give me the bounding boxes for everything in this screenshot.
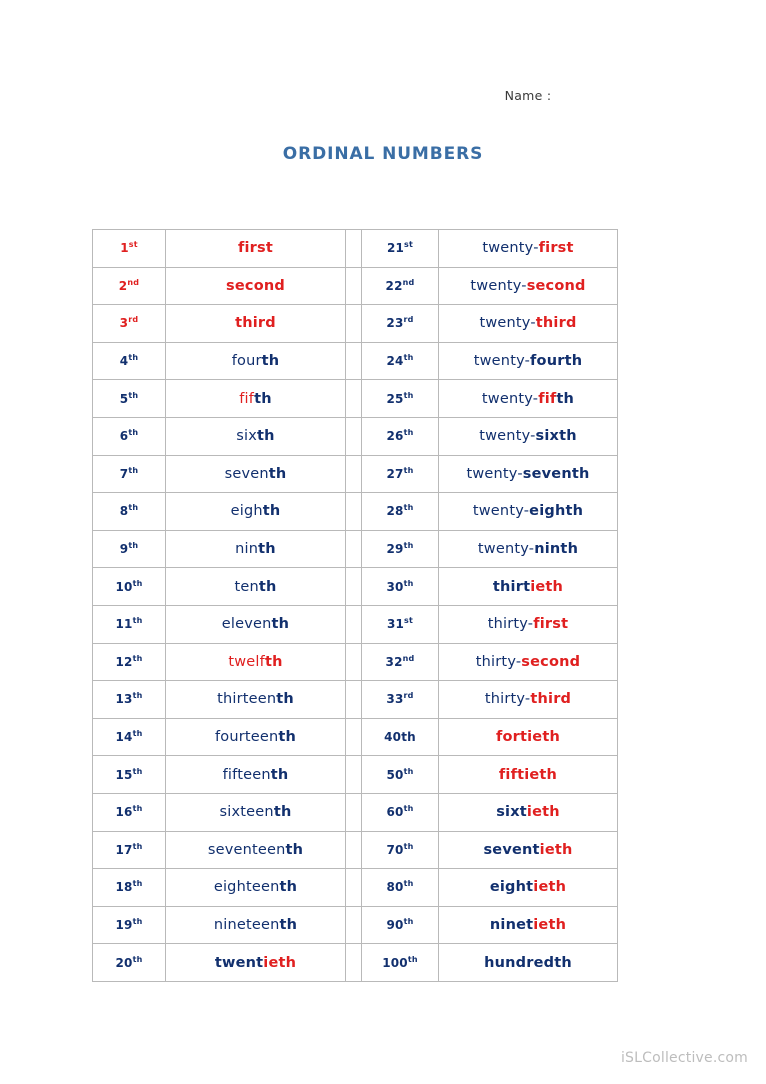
- ordinal-word-part: second: [526, 277, 586, 294]
- ordinal-word-part: thirt: [492, 578, 531, 595]
- column-separator-band: [346, 568, 362, 606]
- ordinal-numeral: 9: [119, 542, 129, 557]
- ordinal-word-cell: [166, 793, 346, 831]
- ordinal-numeral-cell: [93, 305, 166, 343]
- ordinal-word-part: third: [235, 315, 276, 332]
- ordinal-suffix: th: [128, 465, 139, 475]
- ordinal-word-part: eigh: [230, 503, 263, 520]
- ordinal-suffix: th: [403, 353, 414, 363]
- table-row: [93, 906, 618, 944]
- ordinal-suffix: nd: [127, 277, 140, 287]
- ordinal-numeral-cell: [362, 530, 439, 568]
- ordinal-suffix: th: [403, 841, 414, 851]
- ordinal-word-part: seventeen: [207, 841, 286, 858]
- ordinal-word-part: th: [276, 691, 294, 708]
- ordinal-word-part: seventh: [522, 465, 590, 482]
- column-separator-band: [346, 305, 362, 343]
- ordinal-numeral-cell: [362, 906, 439, 944]
- ordinal-numeral: 28: [386, 504, 404, 519]
- ordinal-word-part: second: [521, 653, 581, 670]
- column-separator-band: [346, 944, 362, 982]
- ordinal-suffix: th: [403, 916, 414, 926]
- ordinal-numeral: 7: [119, 466, 129, 481]
- ordinal-suffix: th: [132, 841, 143, 851]
- ordinal-numeral-cell: [362, 230, 439, 268]
- ordinal-numeral-cell: [362, 869, 439, 907]
- ordinal-suffix: nd: [402, 653, 415, 663]
- ordinal-word-part: eight: [489, 879, 534, 896]
- ordinal-word-part: eighteen: [213, 879, 280, 896]
- ordinal-word-part: ieth: [533, 916, 567, 933]
- ordinal-word-part: ten: [234, 578, 259, 595]
- ordinal-word-part: th: [279, 879, 298, 896]
- ordinal-numeral-cell: [362, 568, 439, 606]
- ordinal-numeral-cell: [362, 267, 439, 305]
- ordinal-word-cell: [166, 380, 346, 418]
- table-row: [93, 530, 618, 568]
- ordinal-word-part: th: [270, 766, 289, 783]
- ordinal-word-part: twenty-: [477, 541, 535, 558]
- ordinal-word-part: ieth: [526, 804, 560, 821]
- ordinal-word-part: fortieth: [495, 729, 560, 746]
- ordinal-numeral: 23: [386, 316, 404, 331]
- ordinal-word-part: twelf: [228, 653, 265, 670]
- table-row: [93, 417, 618, 455]
- ordinal-suffix: th: [407, 954, 418, 964]
- ordinal-word-part: twenty-: [479, 315, 536, 332]
- ordinal-word-part: ieth: [530, 578, 564, 595]
- ordinal-word-cell: [166, 906, 346, 944]
- ordinal-word-part: th: [261, 353, 280, 370]
- ordinal-numeral-cell: [93, 455, 166, 493]
- ordinal-word-part: sixt: [496, 804, 527, 821]
- table-row: [93, 230, 618, 268]
- ordinal-word-cell: [439, 793, 618, 831]
- ordinal-word-cell: [166, 455, 346, 493]
- ordinal-suffix: th: [403, 390, 414, 400]
- ordinal-word-cell: [166, 230, 346, 268]
- ordinal-numeral: 19: [115, 917, 133, 932]
- ordinal-word-part: ninet: [489, 916, 534, 933]
- ordinal-word-cell: [439, 230, 618, 268]
- ordinal-numeral-cell: [362, 793, 439, 831]
- ordinal-word-part: fif: [239, 390, 255, 407]
- ordinal-word-part: twenty-: [481, 390, 539, 407]
- ordinal-numeral-cell: [93, 718, 166, 756]
- ordinal-word-part: fourteen: [214, 729, 279, 746]
- ordinal-numeral-cell: [362, 493, 439, 531]
- ordinal-word-part: ninth: [534, 541, 579, 558]
- ordinal-word-part: eighth: [529, 503, 584, 520]
- ordinal-word-part: first: [538, 240, 574, 257]
- ordinal-numeral: 16: [115, 805, 133, 820]
- ordinal-word-part: th: [254, 390, 272, 407]
- column-separator-band: [346, 643, 362, 681]
- ordinal-numeral-cell: [93, 643, 166, 681]
- ordinal-suffix: th: [403, 578, 414, 588]
- ordinal-suffix: th: [403, 804, 414, 814]
- ordinal-numeral-cell: [362, 718, 439, 756]
- ordinal-suffix: st: [404, 616, 414, 626]
- ordinal-suffix: th: [132, 653, 143, 663]
- ordinal-word-part: twenty-: [473, 353, 531, 370]
- table-row: [93, 267, 618, 305]
- ordinal-word-part: fifteen: [222, 766, 271, 783]
- ordinal-word-part: th: [271, 616, 290, 633]
- ordinal-suffix: th: [132, 578, 143, 588]
- table-row: [93, 305, 618, 343]
- ordinal-word-cell: [439, 718, 618, 756]
- table-row: [93, 605, 618, 643]
- ordinal-suffix: th: [132, 916, 143, 926]
- ordinal-numeral-cell: [362, 417, 439, 455]
- ordinal-numeral-cell: [93, 530, 166, 568]
- ordinal-suffix: th: [128, 353, 139, 363]
- column-separator-band: [346, 455, 362, 493]
- ordinal-word-part: fiftieth: [498, 766, 558, 783]
- ordinal-numeral: 5: [119, 391, 129, 406]
- ordinal-word-cell: [439, 681, 618, 719]
- ordinal-numeral: 25: [386, 391, 404, 406]
- ordinal-word-cell: [166, 530, 346, 568]
- ordinal-word-cell: [166, 944, 346, 982]
- ordinal-suffix: th: [132, 804, 143, 814]
- ordinal-word-part: twent: [214, 954, 264, 971]
- ordinal-suffix: th: [132, 954, 143, 964]
- ordinal-word-part: four: [231, 353, 262, 370]
- ordinal-word-cell: [439, 568, 618, 606]
- column-separator-band: [346, 493, 362, 531]
- ordinal-numeral: 40: [384, 730, 402, 745]
- ordinal-numeral-cell: [93, 831, 166, 869]
- ordinal-numeral: 27: [386, 466, 404, 481]
- ordinal-numeral-cell: [93, 342, 166, 380]
- ordinal-suffix: th: [128, 541, 139, 551]
- ordinal-numeral: 20: [115, 955, 133, 970]
- ordinal-numeral: 6: [119, 429, 129, 444]
- ordinal-numeral: 80: [386, 880, 404, 895]
- ordinal-word-cell: [439, 756, 618, 794]
- column-separator-band: [346, 342, 362, 380]
- ordinal-word-cell: [439, 643, 618, 681]
- ordinal-suffix: th: [128, 503, 139, 513]
- ordinal-table-body: [93, 230, 618, 982]
- ordinal-word-cell: [166, 756, 346, 794]
- ordinal-word-cell: [166, 568, 346, 606]
- table-row: [93, 493, 618, 531]
- table-row: [93, 568, 618, 606]
- ordinal-word-part: third: [530, 691, 572, 708]
- column-separator-band: [346, 906, 362, 944]
- ordinal-numbers-table: [92, 229, 618, 982]
- ordinal-word-part: th: [258, 541, 276, 558]
- ordinal-word-part: first: [238, 240, 273, 257]
- column-separator-band: [346, 718, 362, 756]
- ordinal-numeral: 13: [115, 692, 133, 707]
- ordinal-numeral-cell: [362, 681, 439, 719]
- ordinal-word-cell: [439, 455, 618, 493]
- ordinal-word-part: twenty-: [472, 503, 530, 520]
- table-row: [93, 643, 618, 681]
- ordinal-numeral: 10: [115, 579, 133, 594]
- ordinal-numeral: 26: [386, 429, 404, 444]
- ordinal-numeral-cell: [362, 643, 439, 681]
- table-row: [93, 793, 618, 831]
- ordinal-word-part: six: [236, 428, 258, 445]
- ordinal-word-part: th: [273, 804, 292, 821]
- ordinal-word-cell: [166, 305, 346, 343]
- ordinal-word-cell: [439, 305, 618, 343]
- ordinal-word-part: thirty-: [484, 691, 531, 708]
- ordinal-numeral: 22: [385, 278, 403, 293]
- table-row: [93, 681, 618, 719]
- ordinal-word-cell: [166, 342, 346, 380]
- ordinal-word-part: thirty-: [487, 616, 534, 633]
- ordinal-numeral-cell: [362, 605, 439, 643]
- table-row: [93, 944, 618, 982]
- ordinal-numeral: 60: [386, 805, 404, 820]
- ordinal-word-cell: [166, 718, 346, 756]
- ordinal-suffix: rd: [403, 315, 414, 325]
- ordinal-numeral: 50: [386, 767, 404, 782]
- ordinal-numeral-cell: [93, 493, 166, 531]
- ordinal-word-cell: [439, 944, 618, 982]
- ordinal-suffix: th: [403, 428, 414, 438]
- ordinal-numeral-cell: [93, 869, 166, 907]
- ordinal-word-cell: [439, 869, 618, 907]
- ordinal-numeral: 18: [115, 880, 133, 895]
- ordinal-numeral-cell: [93, 267, 166, 305]
- ordinal-word-cell: [439, 267, 618, 305]
- column-separator-band: [346, 869, 362, 907]
- ordinal-word-cell: [166, 605, 346, 643]
- ordinal-numeral: 3: [119, 316, 129, 331]
- ordinal-word-cell: [166, 493, 346, 531]
- ordinal-word-part: sevent: [483, 841, 540, 858]
- ordinal-word-part: th: [278, 729, 297, 746]
- page-title: ORDINAL NUMBERS: [282, 144, 484, 164]
- ordinal-word-cell: [439, 530, 618, 568]
- ordinal-word-part: ieth: [533, 879, 567, 896]
- column-separator-band: [346, 605, 362, 643]
- ordinal-numeral-cell: [93, 793, 166, 831]
- ordinal-word-part: third: [535, 315, 577, 332]
- column-separator-band: [346, 793, 362, 831]
- ordinal-word-part: th: [258, 578, 277, 595]
- name-field-label: Name :: [504, 88, 552, 103]
- ordinal-numeral-cell: [362, 342, 439, 380]
- ordinal-suffix: th: [128, 390, 139, 400]
- ordinal-word-part: fif: [538, 390, 557, 407]
- site-watermark: iSLCollective.com: [620, 1050, 748, 1066]
- ordinal-suffix: th: [403, 879, 414, 889]
- column-separator-band: [346, 380, 362, 418]
- ordinal-numeral: 24: [386, 354, 404, 369]
- ordinal-suffix: th: [403, 503, 414, 513]
- ordinal-suffix: rd: [128, 315, 139, 325]
- ordinal-word-cell: [166, 681, 346, 719]
- ordinal-numeral: 32: [385, 654, 403, 669]
- ordinal-suffix: th: [401, 730, 416, 745]
- table-row: [93, 342, 618, 380]
- ordinal-word-part: th: [554, 954, 572, 971]
- ordinal-word-cell: [166, 869, 346, 907]
- ordinal-word-part: twenty-: [479, 428, 536, 445]
- table-row: [93, 831, 618, 869]
- ordinal-numeral-cell: [93, 906, 166, 944]
- ordinal-numeral: 11: [115, 617, 133, 632]
- column-separator-band: [346, 681, 362, 719]
- column-separator-band: [346, 756, 362, 794]
- ordinal-suffix: th: [132, 729, 143, 739]
- ordinal-suffix: th: [132, 879, 143, 889]
- ordinal-suffix: nd: [402, 277, 415, 287]
- ordinal-word-cell: [439, 906, 618, 944]
- ordinal-numeral-cell: [362, 831, 439, 869]
- ordinal-word-part: hundred: [484, 954, 555, 971]
- ordinal-numeral-cell: [362, 305, 439, 343]
- ordinal-word-cell: [166, 417, 346, 455]
- ordinal-suffix: th: [132, 616, 143, 626]
- ordinal-word-part: fourth: [530, 353, 583, 370]
- table-row: [93, 869, 618, 907]
- column-separator-band: [346, 230, 362, 268]
- column-separator-band: [346, 267, 362, 305]
- ordinal-suffix: th: [403, 541, 414, 551]
- ordinal-numeral-cell: [93, 681, 166, 719]
- ordinal-numeral-cell: [93, 944, 166, 982]
- column-separator-band: [346, 417, 362, 455]
- ordinal-word-cell: [166, 267, 346, 305]
- column-separator-band: [346, 530, 362, 568]
- ordinal-word-part: thirteen: [217, 691, 277, 708]
- ordinal-numeral: 29: [386, 542, 404, 557]
- ordinal-word-cell: [439, 342, 618, 380]
- ordinal-word-part: twenty-: [482, 240, 539, 257]
- ordinal-numeral: 15: [115, 767, 133, 782]
- table-row: [93, 455, 618, 493]
- ordinal-numeral-cell: [93, 605, 166, 643]
- ordinal-suffix: rd: [403, 691, 414, 701]
- ordinal-word-part: thirty-: [475, 653, 522, 670]
- ordinal-word-part: ieth: [263, 954, 297, 971]
- ordinal-numeral-cell: [93, 568, 166, 606]
- ordinal-numeral-cell: [362, 380, 439, 418]
- ordinal-word-part: sixteen: [219, 804, 274, 821]
- column-separator-band: [346, 831, 362, 869]
- ordinal-numeral: 90: [386, 917, 404, 932]
- ordinal-word-part: th: [264, 653, 283, 670]
- ordinal-numeral: 12: [115, 654, 133, 669]
- ordinal-word-part: second: [226, 277, 285, 294]
- ordinal-suffix: st: [404, 240, 414, 250]
- ordinal-suffix: st: [128, 240, 138, 250]
- ordinal-numeral: 8: [119, 504, 129, 519]
- table-row: [93, 380, 618, 418]
- ordinal-numeral-cell: [93, 380, 166, 418]
- ordinal-word-part: twenty-: [466, 465, 523, 482]
- ordinal-word-part: th: [262, 503, 281, 520]
- ordinal-numeral: 14: [115, 730, 133, 745]
- ordinal-word-cell: [439, 493, 618, 531]
- ordinal-numeral: 17: [115, 842, 133, 857]
- ordinal-word-part: eleven: [221, 616, 272, 633]
- table-row: [93, 718, 618, 756]
- ordinal-suffix: th: [128, 428, 139, 438]
- ordinal-word-part: nin: [235, 541, 259, 558]
- ordinal-numeral: 21: [386, 241, 405, 256]
- ordinal-word-part: nineteen: [213, 916, 280, 933]
- ordinal-numeral: 2: [118, 278, 128, 293]
- ordinal-word-cell: [439, 380, 618, 418]
- ordinal-numeral: 31: [386, 617, 405, 632]
- ordinal-word-cell: [166, 643, 346, 681]
- ordinal-word-cell: [439, 831, 618, 869]
- ordinal-suffix: th: [403, 766, 414, 776]
- ordinal-suffix: th: [132, 691, 143, 701]
- ordinal-numeral: 70: [386, 842, 404, 857]
- ordinal-word-cell: [439, 605, 618, 643]
- ordinal-suffix: th: [132, 766, 143, 776]
- ordinal-numeral-cell: [93, 756, 166, 794]
- ordinal-word-part: twenty-: [470, 277, 527, 294]
- ordinal-word-part: first: [533, 616, 569, 633]
- ordinal-word-cell: [439, 417, 618, 455]
- ordinal-word-part: seven: [224, 465, 269, 482]
- ordinal-word-part: th: [268, 465, 287, 482]
- ordinal-numeral: 1: [120, 241, 129, 256]
- ordinal-numeral-cell: [362, 455, 439, 493]
- ordinal-word-part: ieth: [539, 841, 573, 858]
- ordinal-numeral: 4: [119, 354, 129, 369]
- ordinal-word-cell: [166, 831, 346, 869]
- ordinal-word-part: sixth: [535, 428, 577, 445]
- ordinal-word-part: th: [257, 428, 275, 445]
- ordinal-numeral: 33: [386, 692, 404, 707]
- ordinal-word-part: th: [279, 916, 298, 933]
- ordinal-numeral: 100: [382, 955, 408, 970]
- ordinal-suffix: th: [403, 465, 414, 475]
- ordinal-word-part: th: [556, 390, 575, 407]
- ordinal-numeral: 30: [386, 579, 404, 594]
- table-row: [93, 756, 618, 794]
- ordinal-word-part: th: [285, 841, 304, 858]
- ordinal-numeral-cell: [362, 944, 439, 982]
- ordinal-numeral-cell: [93, 230, 166, 268]
- ordinal-numeral-cell: [93, 417, 166, 455]
- ordinal-numeral-cell: [362, 756, 439, 794]
